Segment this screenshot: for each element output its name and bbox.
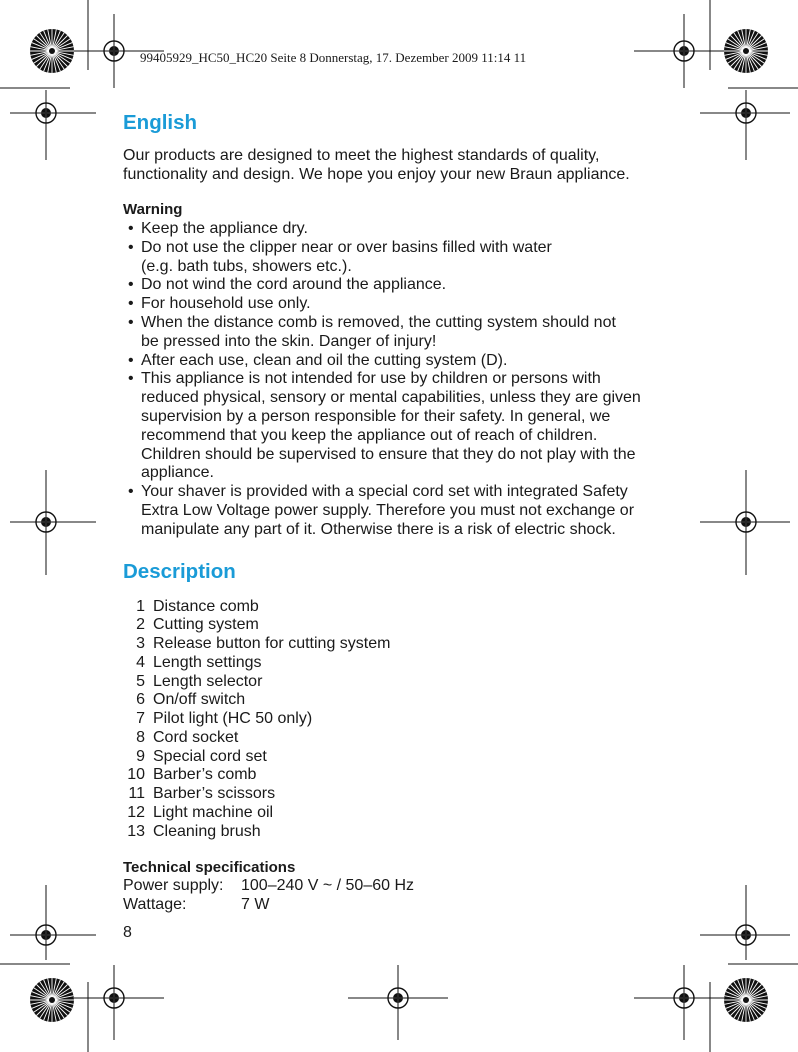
warning-line: For household use only. xyxy=(141,295,311,313)
part-item xyxy=(123,729,683,748)
warning-line: Your shaver is provided with a special cord set with integrated Safety xyxy=(141,483,628,501)
part-label: Length settings xyxy=(153,653,262,671)
parts-list xyxy=(123,598,683,842)
part-item xyxy=(123,766,683,785)
warning-line: appliance. xyxy=(141,464,214,482)
part-item xyxy=(123,804,683,823)
warning-line: Do not use the clipper near or over basins filled with water xyxy=(141,238,552,256)
page-number: 8 xyxy=(123,924,132,941)
warning-line: Keep the appliance dry. xyxy=(141,220,308,237)
technical-heading: Technical specifications xyxy=(123,859,296,877)
intro-line: Our products are designed to meet the highest standards of quality, xyxy=(123,147,600,164)
spec-value: 100–240 V ~ / 50–60 Hz xyxy=(241,877,415,895)
part-item xyxy=(123,710,683,729)
intro-line: functionality and design. We hope you enjoy your new Braun appliance. xyxy=(123,166,630,183)
intro-paragraph xyxy=(123,146,683,184)
spec-label: Wattage: xyxy=(123,896,187,914)
warning-line: supervision by a person responsible for their safety. In general, we xyxy=(141,407,611,425)
warning-item xyxy=(123,295,683,314)
part-item xyxy=(123,616,683,635)
warning-line: recommend that you keep the appliance out of reach of children. xyxy=(141,426,598,444)
spec-row-wattage xyxy=(123,896,683,915)
warning-heading: Warning xyxy=(123,201,183,218)
part-number: 7 xyxy=(136,710,145,728)
part-label: Pilot light (HC 50 only) xyxy=(153,710,313,728)
part-label: Cutting system xyxy=(153,616,259,634)
warning-item xyxy=(123,239,683,277)
warning-item xyxy=(123,370,683,483)
part-item xyxy=(123,748,683,767)
part-number: 5 xyxy=(136,672,145,690)
page-content xyxy=(123,109,683,915)
warning-line: (e.g. bath tubs, showers etc.). xyxy=(141,257,352,275)
part-label: Distance comb xyxy=(153,597,259,615)
part-item xyxy=(123,691,683,710)
part-item xyxy=(123,673,683,692)
warning-line: be pressed into the skin. Danger of injury! xyxy=(141,332,437,350)
warning-line: Children should be supervised to ensure that they do not play with the xyxy=(141,445,636,463)
part-label: Barber’s scissors xyxy=(153,785,276,803)
part-number: 6 xyxy=(136,691,145,709)
print-header: 99405929_HC50_HC20 Seite 8 Donnerstag, 17. Dezember 2009 11:14 11 xyxy=(140,50,527,65)
warning-line: This appliance is not intended for use by children or persons with xyxy=(141,370,601,388)
part-number: 1 xyxy=(136,597,145,615)
warning-line: When the distance comb is removed, the cutting system should not xyxy=(141,313,616,331)
part-item xyxy=(123,598,683,617)
part-number: 10 xyxy=(127,766,145,784)
part-number: 3 xyxy=(136,635,145,653)
part-label: Light machine oil xyxy=(153,803,274,821)
warning-line: Do not wind the cord around the appliance. xyxy=(141,276,447,294)
warning-item xyxy=(123,352,683,371)
part-number: 13 xyxy=(127,822,145,840)
warning-line: Extra Low Voltage power supply. Therefore you must not exchange or xyxy=(141,501,635,519)
part-item xyxy=(123,654,683,673)
part-number: 11 xyxy=(128,785,145,803)
warning-line: reduced physical, sensory or mental capabilities, unless they are given xyxy=(141,389,641,407)
part-label: Cord socket xyxy=(153,728,239,746)
english-heading: English xyxy=(123,111,198,134)
part-label: Release button for cutting system xyxy=(153,635,391,653)
warning-line: manipulate any part of it. Otherwise there is a risk of electric shock. xyxy=(141,520,616,538)
description-heading: Description xyxy=(123,559,236,583)
part-number: 8 xyxy=(136,728,145,746)
part-label: Special cord set xyxy=(153,747,267,765)
part-item xyxy=(123,635,683,654)
part-label: On/off switch xyxy=(153,691,246,709)
part-item xyxy=(123,785,683,804)
part-number: 2 xyxy=(136,616,145,634)
part-label: Barber’s comb xyxy=(153,766,257,784)
spec-value: 7 W xyxy=(241,896,270,914)
warning-item xyxy=(123,314,683,352)
part-item xyxy=(123,823,683,842)
part-number: 12 xyxy=(127,803,145,821)
part-number: 4 xyxy=(136,653,145,671)
spec-row-power xyxy=(123,877,683,896)
warning-item xyxy=(123,276,683,295)
warning-list xyxy=(123,220,683,540)
spec-label: Power supply: xyxy=(123,877,224,895)
part-number: 9 xyxy=(136,747,145,765)
part-label: Length selector xyxy=(153,672,263,690)
warning-item xyxy=(123,220,683,239)
warning-item xyxy=(123,483,683,539)
part-label: Cleaning brush xyxy=(153,822,261,840)
warning-line: After each use, clean and oil the cutting system (D). xyxy=(141,351,508,369)
